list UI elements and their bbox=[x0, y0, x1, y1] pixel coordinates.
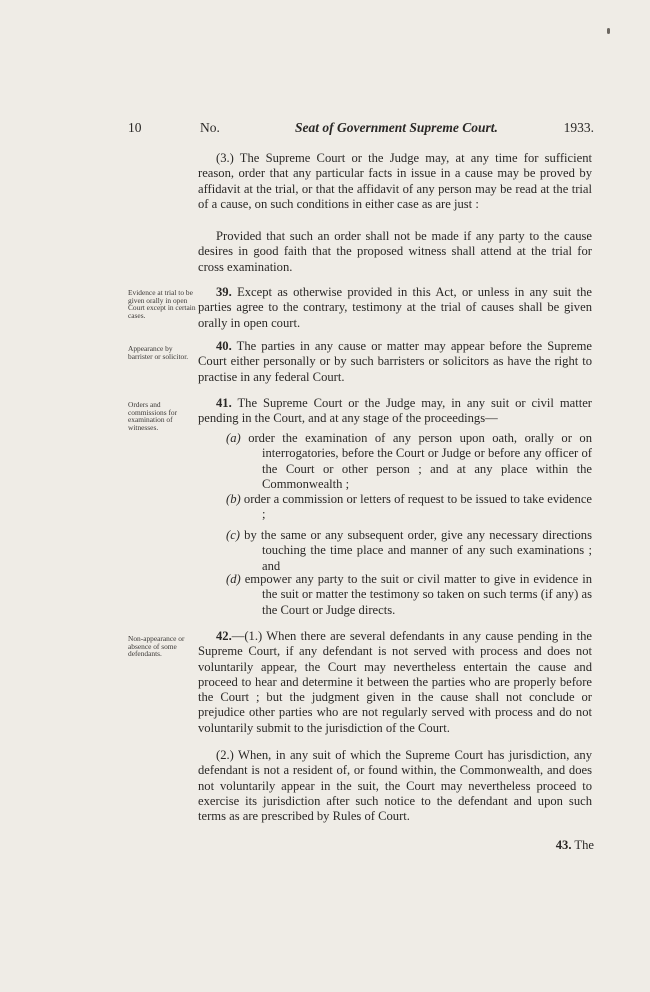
item-text: order the examination of any person upon oath, orally or on interrogatories, before the Court or Judge or before any officer of the Court or other person ; and at any place within the Commonwealth ; bbox=[248, 431, 592, 491]
catchword-text: The bbox=[574, 838, 594, 852]
subsection-3 bbox=[198, 151, 592, 212]
act-number-label: No. bbox=[200, 120, 220, 135]
margin-note-41: Orders and commissions for examination of witnesses. bbox=[128, 400, 178, 432]
item-label: (b) bbox=[226, 492, 241, 506]
paragraph: Provided that such an order shall not be made if any party to the cause desires in good faith that the proposed witness shall attend at the trial for cross examination. bbox=[198, 229, 592, 274]
section-42 bbox=[198, 629, 592, 736]
section-number: 40. bbox=[216, 339, 232, 353]
item-label: (d) bbox=[226, 572, 241, 586]
act-year: 1933. bbox=[563, 120, 594, 135]
margin-note-42: Non-appearance or absence of some defendants. bbox=[128, 634, 185, 659]
catchword-number: 43. bbox=[555, 838, 572, 852]
margin-note-40: Appearance by barrister or solicitor. bbox=[128, 344, 189, 361]
item-text: empower any party to the suit or civil matter to give in evidence in the suit or matter the testimony so taken on such terms (if any) as the Court or Judge directs. bbox=[244, 572, 592, 617]
item-text: order a commission or letters of request to be issued to take evidence ; bbox=[243, 492, 593, 522]
margin-note-39: Evidence at trial to be given orally in open Court except in certain cases. bbox=[128, 288, 196, 320]
page-number: 10 bbox=[128, 120, 142, 135]
section-number: 42. bbox=[216, 629, 232, 643]
proviso bbox=[198, 229, 592, 275]
paper-speck bbox=[607, 28, 610, 34]
section-42-subsection-2 bbox=[198, 748, 592, 824]
section-41 bbox=[198, 396, 592, 427]
item-text: by the same or any subsequent order, give any necessary directions touching the time place and manner of any such examinations ; and bbox=[244, 528, 592, 573]
list-item-b bbox=[226, 492, 592, 523]
paragraph: (3.) The Supreme Court or the Judge may, at any time for sufficient reason, order that any particular facts in issue in a cause may be proved by affidavit at the trial, or that the affidavit of any person may be read at the trial of a cause, on such conditions in either case as are just : bbox=[198, 151, 592, 211]
section-text: The parties in any cause or matter may appear before the Supreme Court either personally or by such barristers or solicitors as have the right to practise in any federal Court. bbox=[198, 339, 593, 384]
running-header bbox=[128, 120, 594, 138]
item-label: (c) bbox=[226, 528, 240, 542]
section-text: —(1.) When there are several defendants in any cause pending in the Supreme Court, if any defendant is not served with process and does not voluntarily appear, the Court may nevertheless entertain the cause and proceed to hear and determine it between the parties who are properly before the Court ; but the judgment given in the cause shall not conclude or prejudice other parties who are not regularly served with process and do not voluntarily submit to the jurisdiction of the Court. bbox=[198, 629, 592, 735]
section-39 bbox=[198, 285, 592, 331]
list-item-a bbox=[226, 431, 592, 492]
act-title: Seat of Government Supreme Court. bbox=[295, 120, 498, 135]
list-item-d bbox=[226, 572, 592, 618]
list-item-c bbox=[226, 528, 592, 574]
section-number: 39. bbox=[216, 285, 232, 299]
section-40 bbox=[198, 339, 592, 385]
paragraph: (2.) When, in any suit of which the Supreme Court has jurisdiction, any defendant is not a resident of, or found within, the Commonwealth, and does not voluntarily appear in the suit, the Court may nevertheless proceed to exercise its jurisdiction after such notice to the defendant and upon such terms as are prescribed by Rules of Court. bbox=[198, 748, 592, 824]
section-text: Except as otherwise provided in this Act, or unless in any suit the parties agree to the contrary, testimony at the trial of causes shall be given orally in open court. bbox=[198, 285, 592, 330]
section-text: The Supreme Court or the Judge may, in any suit or civil matter pending in the Court, and at any stage of the proceedings— bbox=[198, 396, 592, 426]
item-label: (a) bbox=[226, 431, 241, 445]
catchword bbox=[556, 838, 594, 853]
section-number: 41. bbox=[216, 396, 232, 410]
